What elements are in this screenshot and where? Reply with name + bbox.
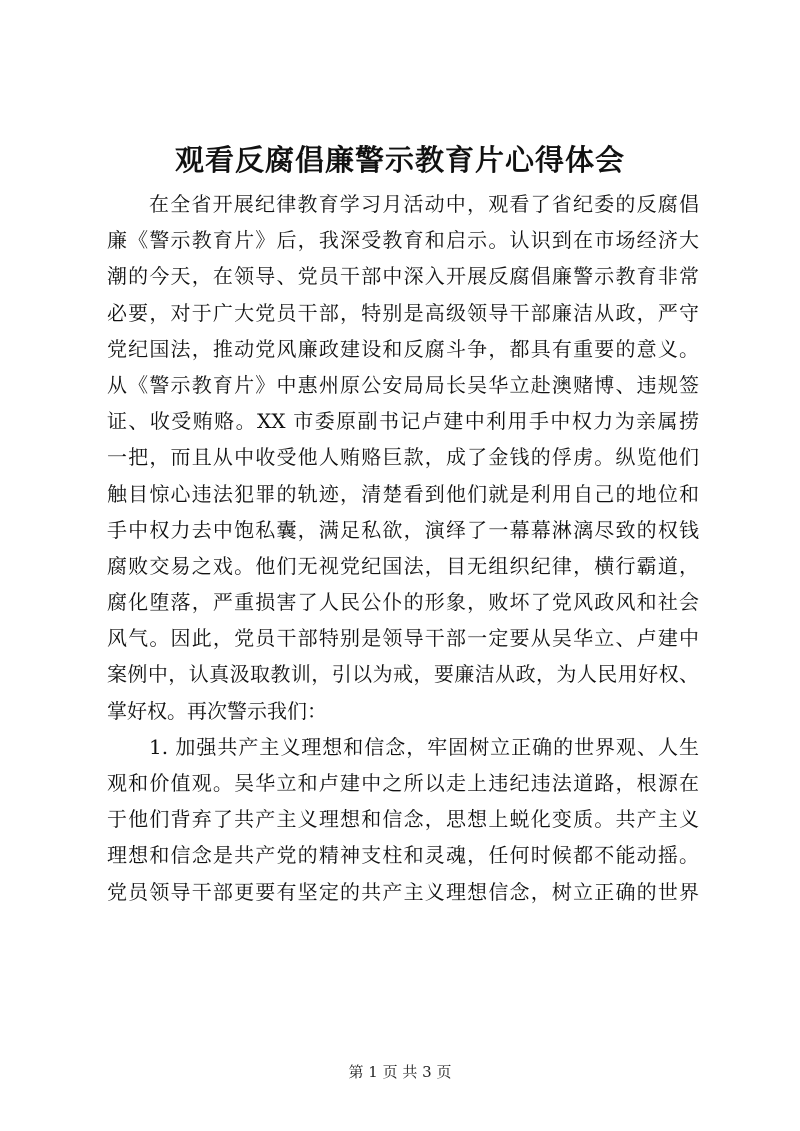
text-line: 触目惊心违法犯罪的轨迹，清楚看到他们就是利用自己的地位和 <box>107 481 699 506</box>
text-line: 腐败交易之戏。他们无视党纪国法，目无组织纪律，横行霸道， <box>107 553 699 578</box>
text-line: 观和价值观。吴华立和卢建中之所以走上违纪违法道路，根源在 <box>107 771 699 795</box>
text-line: 一把，而且从中收受他人贿赂巨款，成了金钱的俘虏。纵览他们 <box>107 445 699 470</box>
page-footer: 第 1 页 共 3 页 <box>348 1063 452 1081</box>
text-line: 从《警示教育片》中惠州原公安局局长吴华立赴澳赌博、违规签 <box>107 372 699 397</box>
text-line: 腐化堕落，严重损害了人民公仆的形象，败坏了党风政风和社会 <box>107 590 699 615</box>
text-line: 证、收受贿赂。XX 市委原副书记卢建中利用手中权力为亲属捞 <box>107 409 699 434</box>
text-line: 必要，对于广大党员干部，特别是高级领导干部廉洁从政，严守 <box>107 300 699 325</box>
text-line: 党纪国法，推动党风廉政建设和反腐斗争，都具有重要的意义。 <box>107 336 699 361</box>
text-line: 在全省开展纪律教育学习月活动中，观看了省纪委的反腐倡 <box>149 192 699 216</box>
document-body <box>107 186 699 910</box>
text-line: 潮的今天，在领导、党员干部中深入开展反腐倡廉警示教育非常 <box>107 264 699 289</box>
text-line: 掌好权。再次警示我们： <box>107 698 327 723</box>
text-line: 廉《警示教育片》后，我深受教育和启示。认识到在市场经济大 <box>107 228 699 253</box>
text-line: 1. 加强共产主义理想和信念，牢固树立正确的世界观、人生 <box>149 734 699 759</box>
text-line: 于他们背弃了共产主义理想和信念，思想上蜕化变质。共产主义 <box>107 807 699 832</box>
text-line: 风气。因此，党员干部特别是领导干部一定要从吴华立、卢建中 <box>107 626 699 651</box>
text-line: 手中权力去中饱私囊，满足私欲，演绎了一幕幕淋漓尽致的权钱 <box>107 517 699 542</box>
text-line: 理想和信念是共产党的精神支柱和灵魂，任何时候都不能动摇。 <box>107 843 699 868</box>
text-line: 党员领导干部更要有坚定的共产主义理想信念，树立正确的世界 <box>107 879 699 904</box>
document-title: 观看反腐倡廉警示教育片心得体会 <box>174 143 625 177</box>
text-line: 案例中，认真汲取教训，引以为戒，要廉洁从政，为人民用好权、 <box>107 662 699 687</box>
